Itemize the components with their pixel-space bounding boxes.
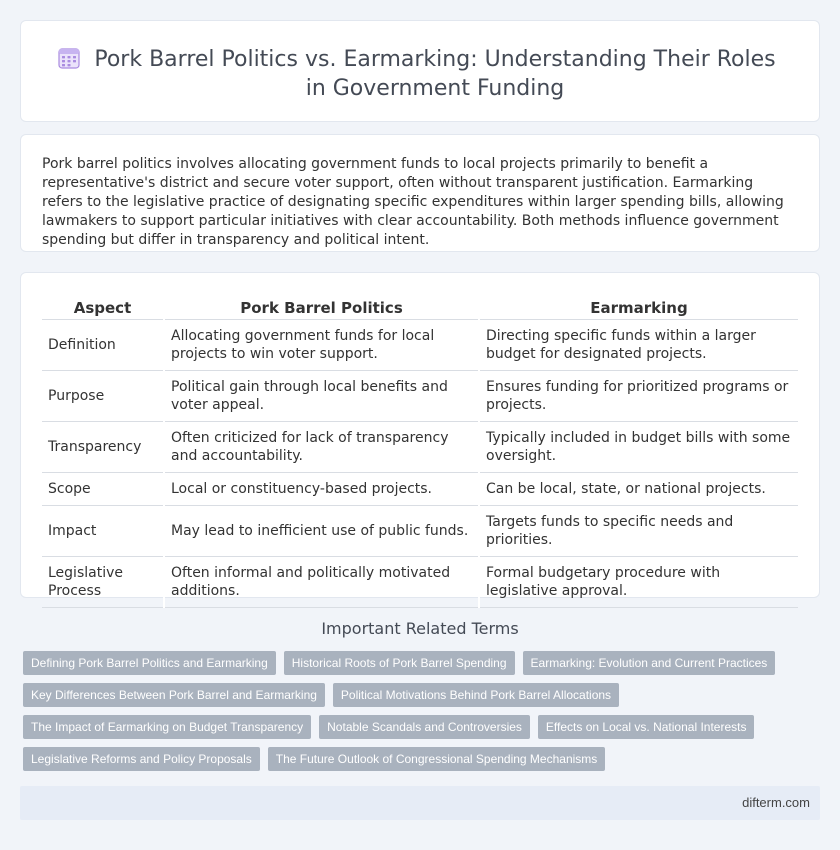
table-row <box>42 421 798 472</box>
table-row <box>42 505 798 556</box>
intro-paragraph: Pork barrel politics involves allocating government funds to local projects primarily to benefit a representative's district and secure voter support, often without transparent justification. Earmarking refers to the legislative practice of designating specific expenditures within larger spending bills, allowing lawmakers to support particular initiatives with clear accountability. Both methods influence government spending but differ in transparency and political intent. <box>42 156 784 248</box>
pork-barrel-cell: May lead to inefficient use of public funds. <box>164 505 479 556</box>
earmarking-cell: Can be local, state, or national projects. <box>479 472 798 505</box>
pork-barrel-cell: Allocating government funds for local projects to win voter support. <box>164 319 479 370</box>
footer <box>20 786 820 820</box>
earmarking-cell: Directing specific funds within a larger budget for designated projects. <box>479 319 798 370</box>
related-terms-list <box>23 651 813 771</box>
related-term-tag[interactable]: Political Motivations Behind Pork Barrel Allocations <box>333 683 619 707</box>
related-term-tag[interactable]: The Future Outlook of Congressional Spending Mechanisms <box>268 747 606 771</box>
related-term-tag[interactable]: Key Differences Between Pork Barrel and Earmarking <box>23 683 325 707</box>
table-row <box>42 370 798 421</box>
table-header-row <box>42 295 798 319</box>
related-term-tag[interactable]: Historical Roots of Pork Barrel Spending <box>284 651 515 675</box>
earmarking-cell: Targets funds to specific needs and priorities. <box>479 505 798 556</box>
related-term-tag[interactable]: Earmarking: Evolution and Current Practices <box>523 651 776 675</box>
related-term-tag[interactable]: Notable Scandals and Controversies <box>319 715 530 739</box>
earmarking-cell: Typically included in budget bills with some oversight. <box>479 421 798 472</box>
intro-card <box>20 134 820 252</box>
comparison-table <box>42 295 798 608</box>
title-card <box>20 20 820 122</box>
pork-barrel-cell: Local or constituency-based projects. <box>164 472 479 505</box>
aspect-cell: Definition <box>42 319 164 370</box>
table-row <box>42 472 798 505</box>
pork-barrel-cell: Political gain through local benefits and voter appeal. <box>164 370 479 421</box>
table-row <box>42 319 798 370</box>
column-header-aspect: Aspect <box>42 295 164 319</box>
pork-barrel-cell: Often criticized for lack of transparency and accountability. <box>164 421 479 472</box>
earmarking-cell: Formal budgetary procedure with legislative approval. <box>479 556 798 607</box>
page-title: Pork Barrel Politics vs. Earmarking: Understanding Their Roles in Government Funding <box>94 47 776 101</box>
related-term-tag[interactable]: The Impact of Earmarking on Budget Transparency <box>23 715 311 739</box>
aspect-cell: Legislative Process <box>42 556 164 607</box>
aspect-cell: Impact <box>42 505 164 556</box>
related-term-tag[interactable]: Legislative Reforms and Policy Proposals <box>23 747 260 771</box>
table-row <box>42 556 798 607</box>
aspect-cell: Transparency <box>42 421 164 472</box>
aspect-cell: Scope <box>42 472 164 505</box>
related-terms-heading: Important Related Terms <box>321 619 519 638</box>
related-term-tag[interactable]: Effects on Local vs. National Interests <box>538 715 755 739</box>
earmarking-cell: Ensures funding for prioritized programs or projects. <box>479 370 798 421</box>
aspect-cell: Purpose <box>42 370 164 421</box>
column-header-pork-barrel: Pork Barrel Politics <box>164 295 479 319</box>
column-header-earmarking: Earmarking <box>479 295 798 319</box>
pork-barrel-cell: Often informal and politically motivated additions. <box>164 556 479 607</box>
related-term-tag[interactable]: Defining Pork Barrel Politics and Earmarking <box>23 651 276 675</box>
comparison-card <box>20 272 820 598</box>
footer-site-link[interactable]: difterm.com <box>742 795 810 810</box>
